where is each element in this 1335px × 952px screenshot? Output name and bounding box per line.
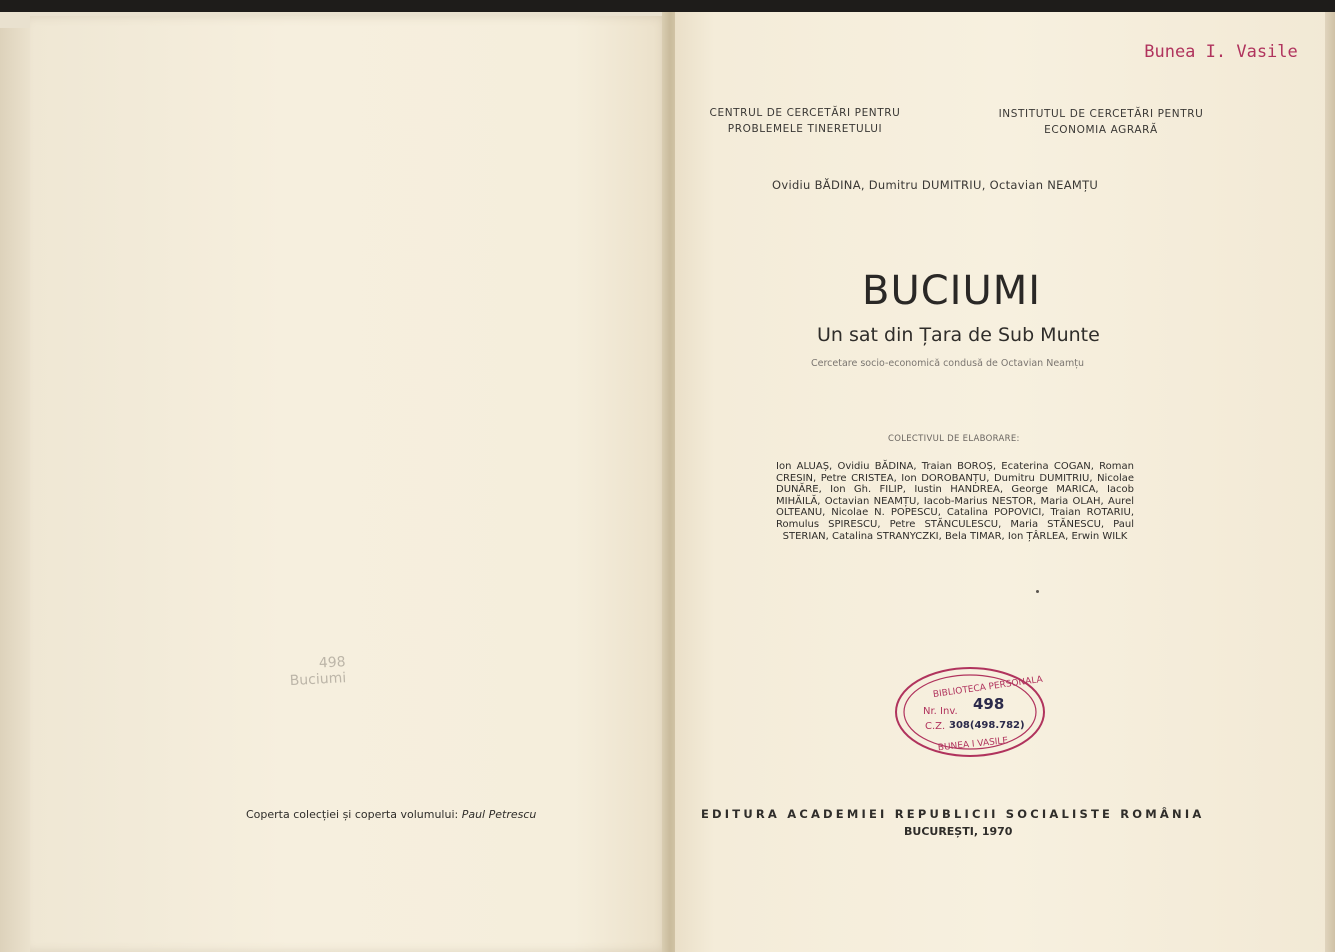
institution-right-line: INSTITUTUL DE CERCETĂRI PENTRU xyxy=(998,108,1204,120)
research-tagline: Cercetare socio-economică condusă de Octavian Neamțu xyxy=(811,358,1084,369)
book-title: BUCIUMI xyxy=(862,268,1042,314)
svg-text:Nr. Inv.: Nr. Inv. xyxy=(923,706,958,717)
publisher: EDITURA ACADEMIEI REPUBLICII SOCIALISTE ROMÂNIA xyxy=(701,807,1205,821)
collective-members: Ion ALUAȘ, Ovidiu BĂDINA, Traian BOROȘ, Ecaterina COGAN, Roman CRESIN, Petre CRISTEA, Ion DOROBANȚU, Dumitru DUMITRIU, Nicolae DUNĂRE, Ion Gh. FILIP, Iustin HANDREA, George MARICA, Iacob MIHĂILĂ, Octavian NEAMȚU, Iacob-Marius NESTOR, Maria OLAH, Aurel OLTEANU, Nicolae N. POPESCU, Catalina POPOVICI, Traian ROTARIU, Romulus SPIRESCU, Petre STĂNCULESCU, Maria STĂNESCU, Paul STERIAN, Catalina STRANYCZKI, Bela TIMAR, Ion ȚÂRLEA, Erwin WILK xyxy=(776,461,1134,542)
collective-heading: COLECTIVUL DE ELABORARE: xyxy=(888,434,1020,444)
ink-speck xyxy=(1036,590,1039,593)
institution-right xyxy=(988,106,1214,138)
cover-artist: Paul Petrescu xyxy=(461,808,537,821)
institution-left-line: PROBLEMELE TINERETULUI xyxy=(727,123,883,135)
faint-stamp-line: 498 xyxy=(318,654,346,672)
svg-text:308(498.782): 308(498.782) xyxy=(949,720,1025,731)
cover-credit xyxy=(246,808,536,821)
institution-right-line: ECONOMIA AGRARĂ xyxy=(1044,124,1158,136)
owner-name-stamp: Bunea I. Vasile xyxy=(1144,42,1298,62)
institution-left xyxy=(700,105,910,137)
svg-text:BIBLIOTECA PERSONALA: BIBLIOTECA PERSONALA xyxy=(932,674,1044,701)
city-year: BUCUREȘTI, 1970 xyxy=(904,825,1013,838)
authors-line: Ovidiu BĂDINA, Dumitru DUMITRIU, Octavian NEAMȚU xyxy=(772,178,1099,192)
institution-left-line: CENTRUL DE CERCETĂRI PENTRU xyxy=(709,107,901,119)
svg-text:C.Z.: C.Z. xyxy=(925,721,946,732)
book-subtitle: Un sat din Țara de Sub Munte xyxy=(817,324,1100,346)
svg-text:498: 498 xyxy=(973,695,1005,713)
cover-credit-label: Coperta colecției și coperta volumului: xyxy=(246,808,459,821)
library-stamp-seal xyxy=(893,665,1048,760)
left-page-edge xyxy=(0,28,32,952)
library-stamp xyxy=(893,665,1048,760)
faint-stamp-imprint xyxy=(288,653,371,717)
faint-stamp-line: Buciumi xyxy=(289,670,347,690)
right-page-edge xyxy=(1325,12,1335,952)
svg-text:BUNEA I VASILE: BUNEA I VASILE xyxy=(937,736,1009,754)
